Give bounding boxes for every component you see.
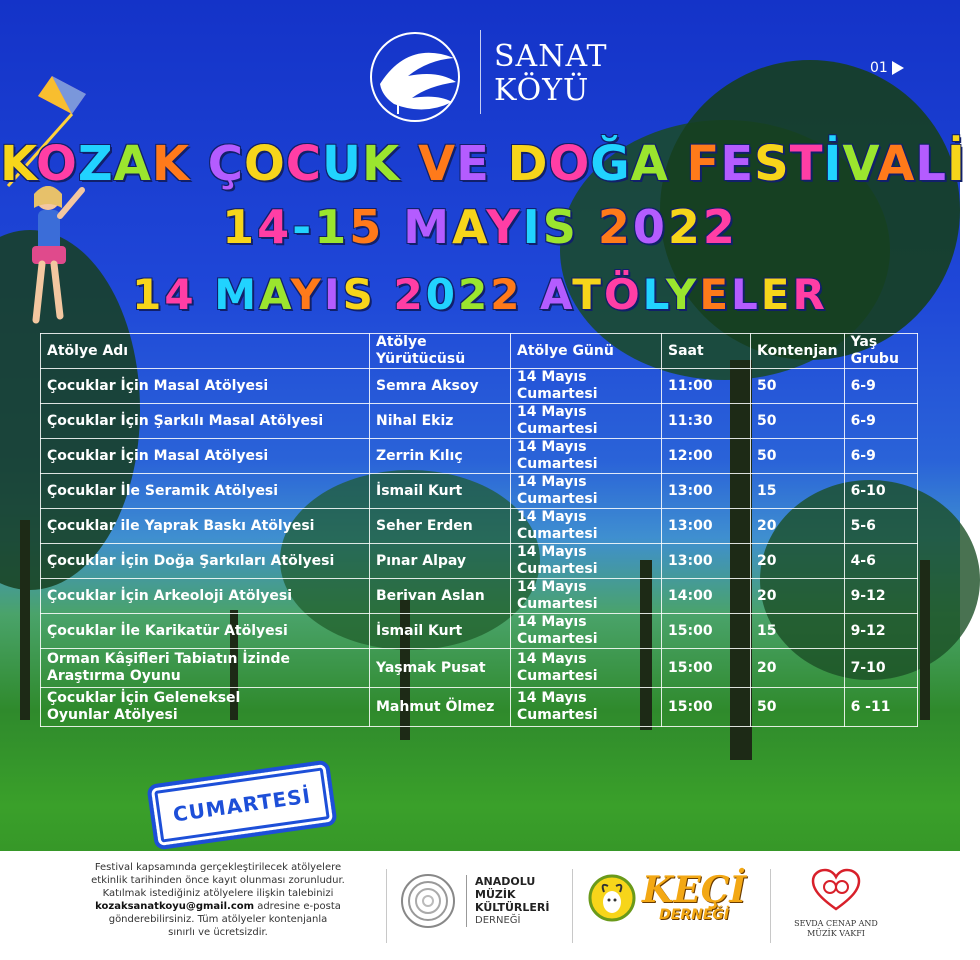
cell-leader: Seher Erden	[370, 509, 511, 544]
registration-note	[68, 861, 368, 939]
title-letter	[190, 136, 208, 192]
keci-sub: DERNEĞİ	[659, 907, 730, 923]
title-letter: 1	[132, 270, 165, 319]
page-indicator[interactable]	[870, 60, 904, 76]
cell-age-group: 7-10	[844, 649, 917, 688]
cell-time: 13:00	[662, 544, 751, 579]
keci-word: KEÇİ	[642, 869, 747, 911]
contact-email-link[interactable]: kozaksanatkoyu@gmail.com	[95, 901, 255, 912]
cell-capacity: 50	[751, 404, 845, 439]
vakif-line-1: SEVDA CENAP AND	[794, 919, 878, 928]
page-number: 01	[870, 60, 888, 76]
title-letter: 4	[257, 200, 293, 254]
cell-workshop-name: Çocuklar İçin Masal Atölyesi	[41, 439, 370, 474]
title-letter: T	[572, 270, 604, 319]
cell-age-group: 9-12	[844, 579, 917, 614]
cell-workshop-name: Çocuklar İle Karikatür Atölyesi	[41, 614, 370, 649]
title-letter: D	[507, 136, 549, 192]
cell-workshop-name: Çocuklar ile Yaprak Baskı Atölyesi	[41, 509, 370, 544]
title-letter: Z	[77, 136, 114, 192]
title-letter: E	[760, 270, 793, 319]
title-letter: 2	[490, 270, 523, 319]
title-letter: U	[322, 136, 363, 192]
header-capacity: Kontenjan	[751, 334, 845, 369]
title-letter: A	[452, 200, 487, 254]
stamp-label: CUMARTESİ	[171, 783, 313, 827]
table-row	[41, 614, 918, 649]
cell-capacity: 50	[751, 688, 845, 727]
keci-wordmark	[642, 869, 747, 923]
title-letter: A	[113, 136, 152, 192]
title-letter: 5	[349, 200, 385, 254]
table-row	[41, 649, 918, 688]
cell-leader: Yaşmak Pusat	[370, 649, 511, 688]
cell-capacity: 20	[751, 544, 845, 579]
table-header-row	[41, 334, 918, 369]
title-letter: I	[522, 200, 543, 254]
cell-leader: Pınar Alpay	[370, 544, 511, 579]
cell-workshop-name: Çocuklar İçin Şarkılı Masal Atölyesi	[41, 404, 370, 439]
cell-workshop-name: Çocuklar İle Seramik Atölyesi	[41, 474, 370, 509]
title-letter	[669, 136, 687, 192]
cell-day: 14 Mayıs Cumartesi	[511, 404, 662, 439]
workshop-name-line-1: Çocuklar İçin Geleneksel	[47, 690, 241, 706]
note-line	[68, 900, 368, 913]
cell-leader: İsmail Kurt	[370, 614, 511, 649]
cell-capacity: 50	[751, 439, 845, 474]
title-letter	[376, 270, 394, 319]
title-letter	[197, 270, 215, 319]
header-workshop-name: Atölye Adı	[41, 334, 370, 369]
title-letter: K	[0, 136, 37, 192]
cell-day: 14 Mayıs Cumartesi	[511, 649, 662, 688]
cell-leader: Nihal Ekiz	[370, 404, 511, 439]
heart-logo-icon	[811, 869, 861, 911]
cell-day: 14 Mayıs Cumartesi	[511, 369, 662, 404]
workshop-name-line-2: Araştırma Oyunu	[47, 668, 181, 684]
title-letter: Ğ	[590, 136, 631, 192]
footer	[0, 851, 960, 960]
title-letter: V	[417, 136, 457, 192]
brand-name	[494, 40, 608, 108]
table-row	[41, 509, 918, 544]
table-row	[41, 474, 918, 509]
festival-dates	[0, 200, 960, 254]
title-letter: E	[456, 136, 490, 192]
title-letter: 0	[425, 270, 458, 319]
title-letter: İ	[946, 136, 966, 192]
tree-trunk	[20, 520, 30, 720]
goat-badge-icon	[588, 874, 636, 922]
title-letter: İ	[823, 136, 843, 192]
title-letter: Y	[486, 200, 523, 254]
cell-time: 11:30	[662, 404, 751, 439]
title-letter: Y	[665, 270, 700, 319]
table-row	[41, 439, 918, 474]
title-letter: 2	[457, 270, 491, 319]
title-letter: E	[720, 136, 755, 192]
anadolu-line-1: ANADOLU	[475, 875, 536, 888]
table-row	[41, 688, 918, 727]
cell-leader: Semra Aksoy	[370, 369, 511, 404]
workshop-schedule-table	[40, 333, 918, 727]
title-letter	[490, 136, 508, 192]
festival-title	[0, 136, 966, 192]
cell-leader: Mahmut Ölmez	[370, 688, 511, 727]
table-row	[41, 369, 918, 404]
anadolu-logo	[400, 873, 549, 929]
cell-capacity: 20	[751, 649, 845, 688]
anadolu-line-4: DERNEĞİ	[475, 915, 521, 926]
spiral-logo-icon	[400, 873, 456, 929]
header-day: Atölye Günü	[511, 334, 662, 369]
title-letter: K	[362, 136, 401, 192]
cell-workshop-name	[41, 688, 370, 727]
workshop-name-line-1: Orman Kâşifleri Tabiatın İzinde	[47, 651, 290, 667]
note-line: Festival kapsamında gerçekleştirilecek atölyelere	[94, 862, 342, 873]
cell-workshop-name	[41, 649, 370, 688]
title-letter: S	[342, 270, 376, 319]
cell-age-group: 9-12	[844, 614, 917, 649]
sanat-koyu-logo-icon	[368, 30, 462, 124]
title-letter: S	[754, 136, 790, 192]
cell-capacity: 50	[751, 369, 845, 404]
cell-day: 14 Mayıs Cumartesi	[511, 439, 662, 474]
workshops-subtitle	[0, 270, 960, 319]
cell-day: 14 Mayıs Cumartesi	[511, 579, 662, 614]
title-letter: I	[323, 270, 343, 319]
title-letter: L	[731, 270, 761, 319]
cell-workshop-name: Çocuklar İçin Masal Atölyesi	[41, 369, 370, 404]
title-letter: R	[792, 270, 828, 319]
brand-line-2: KÖYÜ	[494, 73, 590, 108]
title-letter	[522, 270, 540, 319]
cell-time: 15:00	[662, 649, 751, 688]
title-letter: K	[151, 136, 191, 192]
cell-day: 14 Mayıs Cumartesi	[511, 509, 662, 544]
cell-leader: Berivan Aslan	[370, 579, 511, 614]
note-line: Katılmak istediğiniz atölyelere ilişkin talebinizi	[102, 888, 334, 899]
title-letter: A	[259, 270, 291, 319]
cell-capacity: 20	[751, 509, 845, 544]
title-letter: T	[789, 136, 824, 192]
cell-age-group: 6-9	[844, 404, 917, 439]
table-row	[41, 544, 918, 579]
title-letter: -	[292, 200, 315, 254]
note-line: etkinlik tarihinden önce kayıt olunması zorunludur.	[91, 875, 345, 886]
cell-time: 12:00	[662, 439, 751, 474]
table-row	[41, 579, 918, 614]
cell-age-group: 4-6	[844, 544, 917, 579]
cell-day: 14 Mayıs Cumartesi	[511, 474, 662, 509]
title-letter: Y	[290, 270, 324, 319]
play-arrow-icon[interactable]	[892, 61, 904, 75]
cell-time: 13:00	[662, 509, 751, 544]
note-line: gönderebilirsiniz. Tüm atölyeler kontenjanla	[108, 914, 328, 925]
cell-age-group: 6 -11	[844, 688, 917, 727]
cell-time: 14:00	[662, 579, 751, 614]
title-letter: M	[403, 200, 453, 254]
title-letter: S	[542, 200, 579, 254]
title-letter: O	[36, 136, 78, 192]
vakif-line-2: MÜZİK VAKFI	[807, 929, 865, 938]
cell-day: 14 Mayıs Cumartesi	[511, 544, 662, 579]
title-letter: 0	[632, 200, 668, 254]
cell-age-group: 5-6	[844, 509, 917, 544]
logo-divider	[480, 30, 481, 114]
title-letter	[384, 200, 403, 254]
title-letter: L	[915, 136, 947, 192]
cell-leader: Zerrin Kılıç	[370, 439, 511, 474]
title-letter	[579, 200, 598, 254]
header-leader: Atölye Yürütücüsü	[370, 334, 511, 369]
footer-divider	[770, 869, 771, 943]
title-letter: E	[699, 270, 732, 319]
title-letter: L	[642, 270, 666, 319]
tree-trunk	[920, 560, 930, 720]
title-letter: A	[540, 270, 573, 319]
title-letter: 1	[314, 200, 350, 254]
cell-capacity: 15	[751, 614, 845, 649]
anadolu-line-3: KÜLTÜRLERİ	[475, 901, 550, 914]
cell-age-group: 6-9	[844, 439, 917, 474]
cell-time: 11:00	[662, 369, 751, 404]
title-letter	[400, 136, 418, 192]
note-text: adresine e-posta	[254, 901, 341, 912]
vakif-logo	[786, 869, 886, 939]
title-letter: 4	[164, 270, 197, 319]
workshop-name-line-2: Oyunlar Atölyesi	[47, 707, 178, 723]
cell-capacity: 20	[751, 579, 845, 614]
footer-divider	[572, 869, 573, 943]
keci-logo	[588, 869, 747, 923]
anadolu-line-2: MÜZİK	[475, 888, 516, 901]
cell-day: 14 Mayıs Cumartesi	[511, 614, 662, 649]
cell-day: 14 Mayıs Cumartesi	[511, 688, 662, 727]
cell-age-group: 6-9	[844, 369, 917, 404]
title-letter: 2	[393, 270, 426, 319]
title-letter: 2	[702, 200, 738, 254]
cell-workshop-name: Çocuklar İçin Arkeoloji Atölyesi	[41, 579, 370, 614]
note-line: sınırlı ve ücretsizdir.	[168, 927, 268, 938]
footer-divider	[386, 869, 387, 943]
brand-line-1: SANAT	[494, 39, 608, 74]
cell-capacity: 15	[751, 474, 845, 509]
title-letter: C	[285, 136, 323, 192]
title-letter: Ö	[603, 270, 643, 319]
title-letter: V	[842, 136, 878, 192]
cell-age-group: 6-10	[844, 474, 917, 509]
saturday-stamp	[146, 760, 337, 851]
table-row	[41, 404, 918, 439]
title-letter: 2	[667, 200, 703, 254]
cell-workshop-name: Çocuklar İçin Doğa Şarkıları Atölyesi	[41, 544, 370, 579]
title-letter: F	[686, 136, 721, 192]
cell-time: 15:00	[662, 688, 751, 727]
vakif-name	[786, 919, 886, 939]
header-time: Saat	[662, 334, 751, 369]
title-letter: 1	[222, 200, 258, 254]
cell-time: 13:00	[662, 474, 751, 509]
cell-leader: İsmail Kurt	[370, 474, 511, 509]
title-letter: Ç	[207, 136, 244, 192]
cell-time: 15:00	[662, 614, 751, 649]
title-letter: O	[548, 136, 591, 192]
header-age-group: Yaş Grubu	[844, 334, 917, 369]
title-letter: 2	[597, 200, 633, 254]
anadolu-name	[466, 875, 549, 927]
title-letter: A	[630, 136, 669, 192]
title-letter: O	[243, 136, 286, 192]
title-letter: A	[877, 136, 916, 192]
title-letter: M	[214, 270, 260, 319]
